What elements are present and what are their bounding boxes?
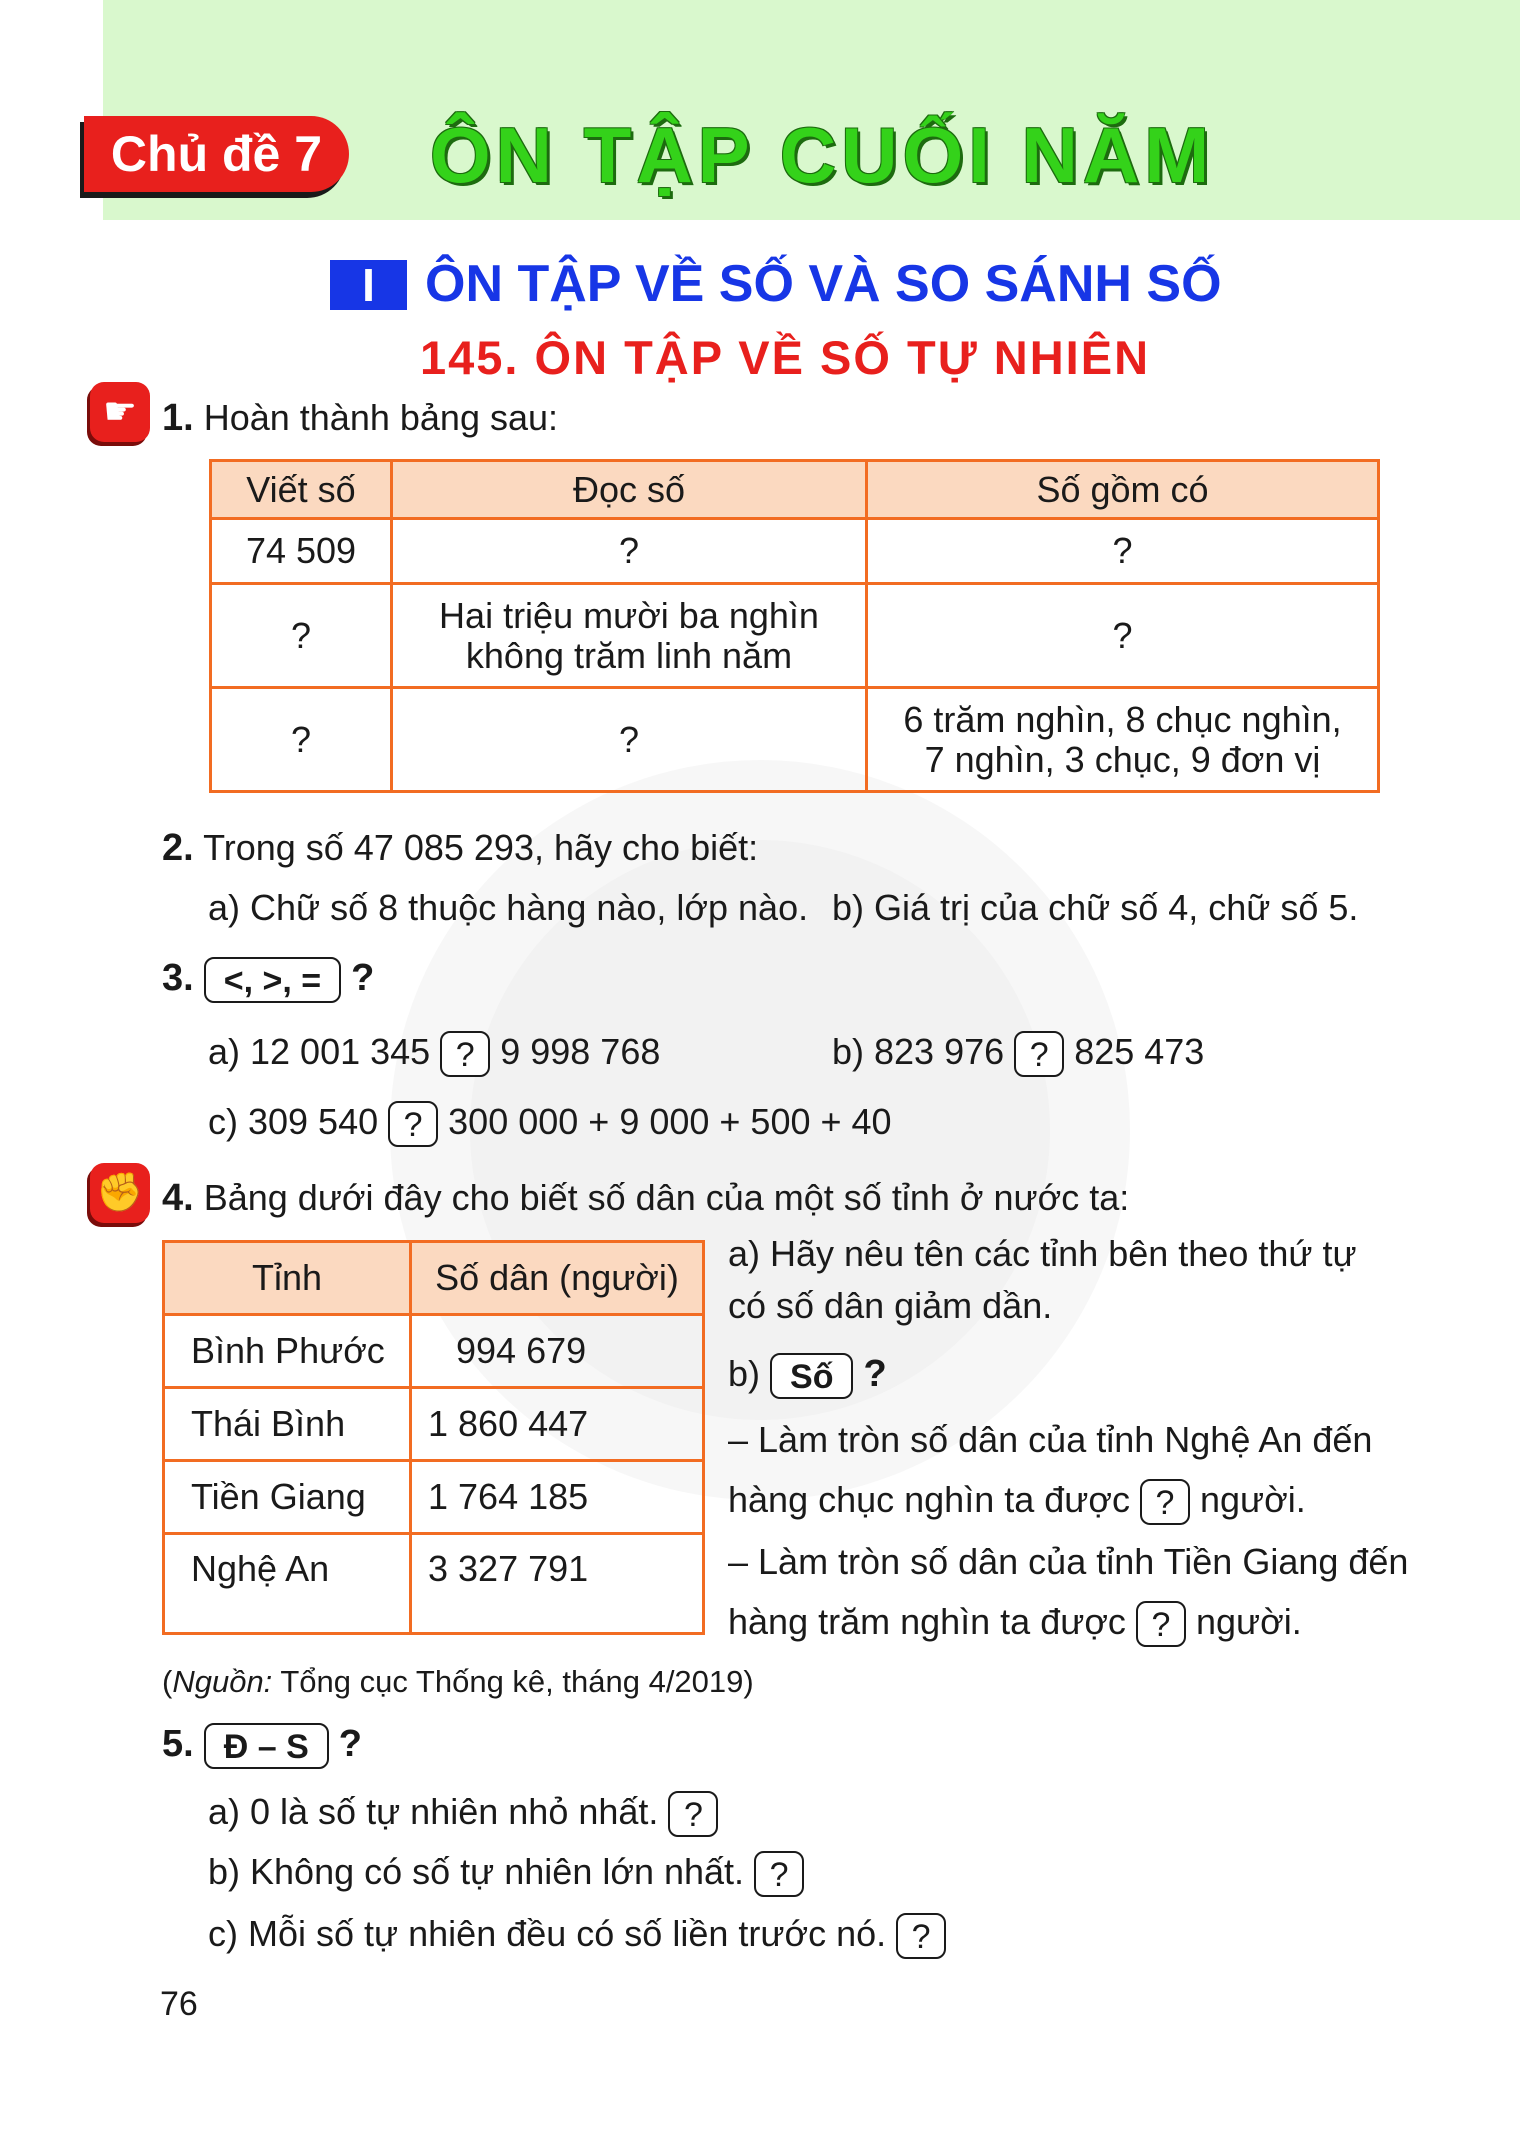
source-open: ( (162, 1664, 173, 1699)
source-text: Tổng cục Thống kê, tháng 4/2019) (272, 1664, 754, 1699)
q4-b1-text: hàng chục nghìn ta được (728, 1479, 1130, 1520)
page-number: 76 (160, 1985, 198, 2023)
q3-b-left: b) 823 976 (832, 1031, 1005, 1072)
q4-b2-unit: người. (1195, 1601, 1302, 1642)
q2-header (162, 826, 758, 870)
answer-box[interactable]: ? (440, 1031, 490, 1077)
cell-line: 7 nghìn, 3 chục, 9 đơn vị (924, 738, 1321, 780)
q4-b1-unit: người. (1200, 1479, 1306, 1520)
q3-question-mark: ? (351, 957, 375, 999)
answer-box[interactable]: ? (668, 1791, 718, 1837)
q1-header (162, 396, 558, 440)
table-cell: Tiền Giang (164, 1461, 411, 1534)
q4-prompt: Bảng dưới đây cho biết số dân của một số tỉnh ở nước ta: (203, 1177, 1130, 1218)
q4-question-mark: ? (863, 1353, 887, 1395)
table-cell: Nghệ An (164, 1534, 411, 1634)
q5-header (162, 1722, 362, 1769)
table-cell: ? (867, 584, 1379, 688)
cell-line: không trăm linh năm (465, 634, 793, 676)
table-row (164, 1388, 704, 1461)
q4-table (162, 1240, 705, 1635)
q4-header-cell: Tỉnh (164, 1242, 411, 1315)
section-title: ÔN TẬP VỀ SỐ VÀ SO SÁNH SỐ (425, 255, 1222, 313)
q5-b-text: b) Không có số tự nhiên lớn nhất. (208, 1851, 745, 1892)
table-cell: 3 327 791 (411, 1534, 704, 1634)
table-cell: 1 860 447 (411, 1388, 704, 1461)
table-cell: ? (392, 519, 867, 584)
cell-line: Hai triệu mười ba nghìn (439, 594, 819, 636)
q4-a-line1: a) Hãy nêu tên các tỉnh bên theo thứ tự (728, 1233, 1357, 1274)
table-cell: Bình Phước (164, 1315, 411, 1388)
table-row (211, 519, 1379, 584)
q3-a-right: 9 998 768 (500, 1031, 661, 1072)
cell-line: 6 trăm nghìn, 8 chục nghìn, (903, 698, 1342, 740)
section-number: I (330, 260, 407, 310)
q4-b2-line1: – Làm tròn số dân của tỉnh Tiền Giang đến (728, 1541, 1409, 1582)
answer-box[interactable]: ? (896, 1913, 946, 1959)
q4-b-prefix: b) (728, 1353, 761, 1394)
q2-b: b) Giá trị của chữ số 4, chữ số 5. (832, 887, 1359, 928)
q3-c (208, 1100, 892, 1147)
answer-box[interactable]: ? (1014, 1031, 1064, 1077)
q3-b-right: 825 473 (1074, 1031, 1205, 1072)
table-row (164, 1461, 704, 1534)
q4-b1-line2 (728, 1478, 1306, 1525)
source-label: Nguồn: (172, 1664, 273, 1699)
practice-hand-icon: ☛ (90, 382, 150, 442)
q3-c-left: c) 309 540 (208, 1101, 379, 1142)
table-cell: ? (211, 688, 392, 792)
page-title: ÔN TẬP CUỐI NĂM (430, 111, 1215, 199)
q4-header-cell: Số dân (người) (411, 1242, 704, 1315)
table-cell: 994 679 (411, 1315, 704, 1388)
compare-label-box: <, >, = (204, 957, 341, 1003)
q4-b2-line2 (728, 1600, 1302, 1647)
q3-a-left: a) 12 001 345 (208, 1031, 431, 1072)
q1-table (209, 459, 1380, 793)
answer-box[interactable]: ? (388, 1101, 438, 1147)
q3-number: 3. (162, 957, 194, 999)
table-row (211, 584, 1379, 688)
topic-label: Chủ đề 7 (84, 116, 349, 192)
q5-a (208, 1790, 718, 1837)
q1-header-cell: Đọc số (392, 461, 867, 519)
q5-question-mark: ? (338, 1723, 362, 1765)
q5-number: 5. (162, 1723, 194, 1765)
answer-box[interactable]: ? (754, 1851, 804, 1897)
table-cell: Thái Bình (164, 1388, 411, 1461)
table-row (164, 1315, 704, 1388)
table-cell (392, 584, 867, 688)
q2-number: 2. (162, 827, 194, 869)
table-cell (867, 688, 1379, 792)
q5-b (208, 1850, 804, 1897)
answer-box[interactable]: ? (1140, 1479, 1190, 1525)
q3-b (832, 1030, 1204, 1077)
table-row (211, 688, 1379, 792)
q4-b1-line1: – Làm tròn số dân của tỉnh Nghệ An đến (728, 1419, 1373, 1460)
table-cell: 1 764 185 (411, 1461, 704, 1534)
q5-c-text: c) Mỗi số tự nhiên đều có số liền trước nó. (208, 1913, 887, 1954)
q1-header-cell: Viết số (211, 461, 392, 519)
answer-box[interactable]: ? (1136, 1601, 1186, 1647)
q2-prompt: Trong số 47 085 293, hãy cho biết: (203, 827, 759, 868)
q1-header-cell: Số gồm có (867, 461, 1379, 519)
table-cell: ? (392, 688, 867, 792)
lesson-title: 145. ÔN TẬP VỀ SỐ TỰ NHIÊN (420, 331, 1151, 384)
q4-header (162, 1176, 1129, 1220)
table-cell: 74 509 (211, 519, 392, 584)
table-cell: ? (867, 519, 1379, 584)
q4-a-line2: có số dân giảm dần. (728, 1285, 1053, 1326)
q1-prompt: Hoàn thành bảng sau: (203, 397, 559, 438)
number-label-box: Số (770, 1353, 853, 1399)
true-false-label-box: Đ – S (204, 1723, 329, 1769)
source-note (162, 1664, 754, 1700)
table-cell: ? (211, 584, 392, 688)
q5-a-text: a) 0 là số tự nhiên nhỏ nhất. (208, 1791, 659, 1832)
q4-b2-text: hàng trăm nghìn ta được (728, 1601, 1126, 1642)
q3-c-right: 300 000 + 9 000 + 500 + 40 (448, 1101, 892, 1142)
q4-b-header (728, 1352, 887, 1399)
q3-header (162, 956, 374, 1003)
fist-icon: ✊ (90, 1163, 150, 1223)
q3-a (208, 1030, 660, 1077)
q2-a: a) Chữ số 8 thuộc hàng nào, lớp nào. (208, 887, 809, 928)
q5-c (208, 1912, 946, 1959)
q1-number: 1. (162, 397, 194, 439)
table-row (164, 1534, 704, 1634)
q4-number: 4. (162, 1177, 194, 1219)
